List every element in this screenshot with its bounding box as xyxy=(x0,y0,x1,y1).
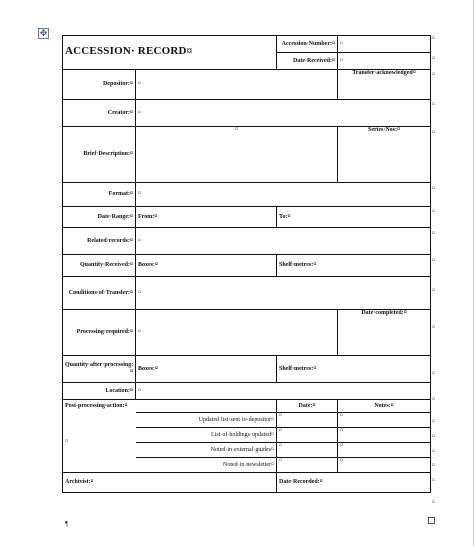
date-from-field[interactable]: From:¤ xyxy=(136,207,277,228)
end-of-row-mark: ¤ xyxy=(432,102,435,108)
related-records-field[interactable]: ¤ xyxy=(136,228,431,255)
transfer-acknowledged-cell[interactable] xyxy=(338,70,431,100)
end-of-row-mark: ¤ xyxy=(432,419,435,425)
end-of-row-mark: ¤ xyxy=(432,371,435,377)
post-item-notes-field[interactable]: ¤ xyxy=(338,428,431,443)
end-of-row-mark: ¤ xyxy=(432,397,435,403)
quantity-after-processing-label: Quantity·after·processing:¤ xyxy=(63,356,136,383)
processing-required-label: Processing·required:¤ xyxy=(63,310,136,356)
date-received-field[interactable]: ¤ xyxy=(338,53,431,70)
post-item-notes-field[interactable]: ¤ xyxy=(338,443,431,458)
end-of-row-mark: ¤ xyxy=(432,209,435,215)
location-label: Location:¤ xyxy=(63,383,136,400)
end-of-row-mark: ¤ xyxy=(432,130,435,136)
end-of-row-mark: ¤ xyxy=(432,56,435,62)
paragraph-mark: ¶ xyxy=(65,520,69,528)
location-field[interactable]: ¤ xyxy=(136,383,431,400)
post-item-notes-field[interactable]: ¤ xyxy=(338,413,431,428)
creator-label: Creator:¤ xyxy=(63,100,136,127)
transfer-acknowledged-label: Transfer·acknowledged¤ xyxy=(352,70,416,76)
end-of-row-mark: ¤ xyxy=(432,500,435,506)
shelf-metres-after-field[interactable]: Shelf·metres:¤ xyxy=(277,356,431,383)
post-item-label: Noted·in·newsletter¤ xyxy=(136,458,277,473)
end-of-row-mark: ¤ xyxy=(432,478,435,484)
post-item-date-field[interactable]: ¤ xyxy=(277,443,338,458)
creator-field[interactable]: ¤ xyxy=(136,100,431,127)
date-recorded-field[interactable]: Date·Recorded:¤ xyxy=(277,473,431,493)
depositor-field[interactable]: ¤ xyxy=(136,70,338,100)
post-item-date-field[interactable]: ¤ xyxy=(277,413,338,428)
boxes-after-field[interactable]: Boxes:¤ xyxy=(136,356,277,383)
end-of-row-mark: ¤ xyxy=(432,36,435,42)
series-nos-cell[interactable] xyxy=(338,127,431,183)
form-title: ACCESSION· RECORD¤ xyxy=(65,45,193,57)
end-of-row-mark: ¤ xyxy=(432,325,435,331)
end-of-row-mark: ¤ xyxy=(432,434,435,440)
conditions-of-transfer-label: Conditions·of·Transfer:¤ xyxy=(63,277,136,310)
post-processing-label: Post-processing·action:¤ xyxy=(63,400,277,413)
format-field[interactable]: ¤ xyxy=(136,183,431,207)
post-item-label: Updated·list·sent·to·depositor¤ xyxy=(136,413,277,428)
quantity-received-label: Quantity·Received:¤ xyxy=(63,255,136,277)
post-item-notes-field[interactable]: ¤ xyxy=(338,458,431,473)
archivist-field[interactable]: Archivist:¤ xyxy=(63,473,277,493)
date-received-label: Date·Received:¤ xyxy=(277,53,338,70)
brief-description-label: Brief·Description:¤ xyxy=(63,127,136,183)
post-item-date-field[interactable]: ¤ xyxy=(277,458,338,473)
end-of-row-mark: ¤ xyxy=(432,231,435,237)
processing-required-field[interactable]: ¤ xyxy=(136,310,338,356)
post-processing-spacer: ¤ xyxy=(63,413,136,473)
post-item-label: Noted·in·external·guides¤ xyxy=(136,443,277,458)
depositor-label: Depositor:¤ xyxy=(63,70,136,100)
conditions-of-transfer-field[interactable]: ¤ xyxy=(136,277,431,310)
date-range-label: Date·Range:¤ xyxy=(63,207,136,228)
date-column-header: Date:¤ xyxy=(277,400,338,413)
series-nos-label: Series·Nos:¤ xyxy=(368,127,400,133)
table-move-handle-icon[interactable]: ✥ xyxy=(39,28,48,38)
date-completed-label: Date·completed:¤ xyxy=(361,310,407,316)
end-of-row-mark: ¤ xyxy=(432,463,435,469)
accession-record-form xyxy=(62,35,431,493)
notes-column-header: Notes:¤ xyxy=(338,400,431,413)
end-of-row-mark: ¤ xyxy=(432,186,435,192)
end-of-row-mark: ¤ xyxy=(432,288,435,294)
accession-number-field[interactable]: ¤ xyxy=(338,36,431,53)
end-of-row-mark: ¤ xyxy=(432,449,435,455)
boxes-received-field[interactable]: Boxes:¤ xyxy=(136,255,277,277)
end-of-row-mark: ¤ xyxy=(432,72,435,78)
related-records-label: Related·records:¤ xyxy=(63,228,136,255)
shelf-metres-received-field[interactable]: Shelf·metres:¤ xyxy=(277,255,431,277)
end-of-row-mark: ¤ xyxy=(432,258,435,264)
date-completed-cell[interactable] xyxy=(338,310,431,356)
format-label: Format:¤ xyxy=(63,183,136,207)
post-item-label: List·of·holdings·updated¤ xyxy=(136,428,277,443)
table-resize-handle[interactable] xyxy=(428,517,435,524)
title-cell xyxy=(63,36,277,70)
date-to-field[interactable]: To:¤ xyxy=(277,207,431,228)
accession-number-label: Accession·Number:¤ xyxy=(277,36,338,53)
post-item-date-field[interactable]: ¤ xyxy=(277,428,338,443)
brief-description-field[interactable]: ¤ xyxy=(136,127,338,183)
